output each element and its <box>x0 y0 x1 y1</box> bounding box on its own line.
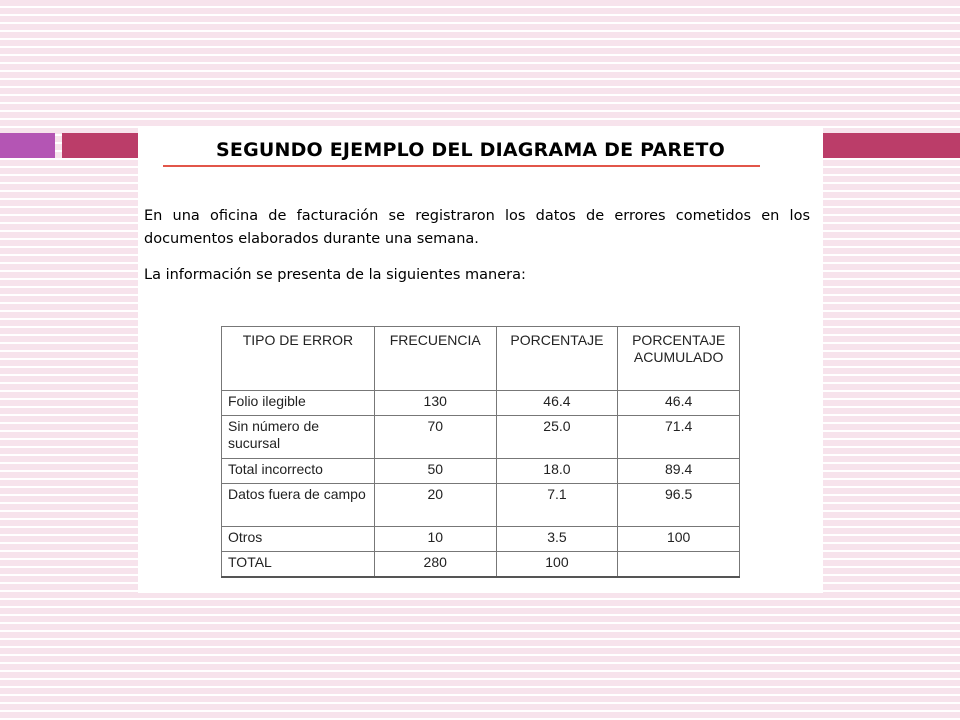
table-row <box>222 391 740 416</box>
cell-porcentaje: 7.1 <box>496 484 618 527</box>
cell-porcentaje: 3.5 <box>496 527 618 552</box>
cell-frecuencia: 70 <box>374 416 496 459</box>
cell-acumulado: 89.4 <box>618 459 740 484</box>
cell-tipo: Datos fuera de campo <box>222 484 375 527</box>
accent-bar-right <box>823 133 960 158</box>
cell-tipo: Folio ilegible <box>222 391 375 416</box>
cell-acumulado: 46.4 <box>618 391 740 416</box>
slide-content-image <box>138 127 823 593</box>
cell-porcentaje: 18.0 <box>496 459 618 484</box>
cell-frecuencia: 50 <box>374 459 496 484</box>
cell-acumulado: 96.5 <box>618 484 740 527</box>
header-porcentaje-acumulado: PORCENTAJE ACUMULADO <box>618 327 740 391</box>
table-header-row <box>222 327 740 391</box>
cell-tipo: Total incorrecto <box>222 459 375 484</box>
cell-frecuencia: 130 <box>374 391 496 416</box>
error-frequency-table <box>221 326 740 578</box>
cell-frecuencia: 10 <box>374 527 496 552</box>
cell-total-porcentaje: 100 <box>496 552 618 578</box>
cell-porcentaje: 25.0 <box>496 416 618 459</box>
table-total-row <box>222 552 740 578</box>
cell-frecuencia: 20 <box>374 484 496 527</box>
slide-title: SEGUNDO EJEMPLO DEL DIAGRAMA DE PARETO <box>216 139 725 161</box>
header-frecuencia: FRECUENCIA <box>374 327 496 391</box>
intro-paragraph: En una oficina de facturación se registraron los datos de errores cometidos en los documentos elaborados durante una semana. <box>144 208 810 247</box>
cell-total-label: TOTAL <box>222 552 375 578</box>
cell-tipo: Otros <box>222 527 375 552</box>
header-porcentaje: PORCENTAJE <box>496 327 618 391</box>
cell-tipo: Sin número de sucursal <box>222 416 375 459</box>
cell-total-acumulado <box>618 552 740 578</box>
cell-porcentaje: 46.4 <box>496 391 618 416</box>
accent-bar-left <box>0 133 55 158</box>
header-tipo-error: TIPO DE ERROR <box>222 327 375 391</box>
table-row <box>222 484 740 527</box>
table-row <box>222 416 740 459</box>
accent-bar-middle <box>62 133 138 158</box>
table-row <box>222 459 740 484</box>
cell-acumulado: 71.4 <box>618 416 740 459</box>
presentation-paragraph: La información se presenta de la siguientes manera: <box>144 267 526 283</box>
cell-total-frecuencia: 280 <box>374 552 496 578</box>
table-row <box>222 527 740 552</box>
cell-acumulado: 100 <box>618 527 740 552</box>
title-underline <box>163 165 760 167</box>
